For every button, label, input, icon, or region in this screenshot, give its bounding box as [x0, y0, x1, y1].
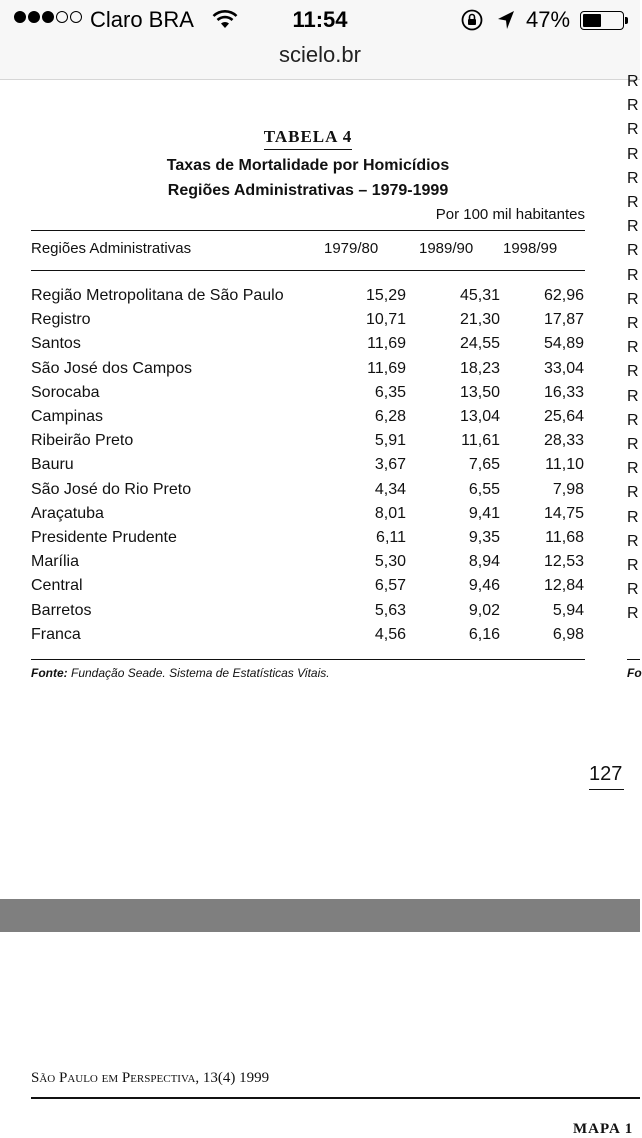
value-1989: 9,02 [468, 601, 500, 619]
value-1979: 11,69 [367, 359, 406, 377]
value-1979: 6,28 [374, 408, 406, 425]
value-1998: 33,04 [543, 359, 584, 377]
next-section-label: MAPA 1 [573, 1121, 634, 1137]
cut-off-glyph: R [627, 436, 639, 453]
cut-off-glyph: R [627, 484, 639, 502]
region-name: São José dos Campos [31, 359, 192, 377]
table-label: TABELA 4 [31, 127, 585, 147]
value-1989: 45,31 [459, 287, 500, 304]
value-1979: 3,67 [374, 456, 406, 474]
status-bar [0, 0, 640, 40]
value-1979: 8,01 [374, 504, 406, 522]
cut-off-glyph: R [627, 290, 639, 308]
value-1998: 25,64 [543, 408, 584, 425]
region-name: Barretos [31, 601, 92, 619]
value-1979: 15,29 [365, 287, 406, 304]
value-1998: 62,96 [543, 287, 584, 304]
cut-off-glyph: R [627, 121, 639, 139]
region-name: Bauru [31, 456, 74, 474]
table-row [31, 311, 585, 335]
cut-off-glyph: R [627, 363, 639, 381]
value-1989: 6,16 [468, 625, 500, 643]
value-1998: 17,87 [543, 311, 584, 329]
cut-off-glyph: R [627, 605, 639, 623]
cut-off-footer: Fo [627, 666, 642, 680]
value-1998: 6,98 [552, 625, 584, 643]
region-name: Registro [31, 311, 91, 329]
region-name: Santos [31, 335, 81, 353]
value-1989: 9,46 [468, 577, 500, 595]
value-1998: 12,84 [543, 577, 584, 595]
journal-citation: São Paulo em Perspectiva, 13(4) 1999 [31, 1070, 270, 1086]
browser-top-bar [0, 0, 640, 80]
cut-off-glyph: R [627, 73, 639, 90]
table-row [31, 408, 585, 432]
value-1989: 13,50 [459, 383, 500, 401]
location-arrow-icon [496, 9, 516, 37]
value-1989: 6,55 [468, 480, 500, 498]
region-name: Central [31, 577, 83, 595]
cut-off-glyph: R [627, 97, 639, 115]
table-top-rule [31, 230, 585, 231]
cut-off-glyph: R [627, 460, 639, 478]
table-subtitle: Regiões Administrativas – 1979-1999 [167, 182, 449, 199]
page-separator [0, 899, 640, 932]
value-1998: 11,68 [545, 529, 584, 546]
cut-off-glyph: R [627, 145, 639, 163]
table-row [31, 602, 585, 626]
value-1989: 24,55 [459, 335, 500, 353]
region-name: Campinas [31, 408, 104, 425]
table-units: Por 100 mil habitantes [435, 206, 585, 223]
cut-off-glyph: R [627, 508, 639, 526]
table-row [31, 481, 585, 505]
value-1998: 11,10 [545, 456, 584, 474]
value-1989: 13,04 [459, 408, 500, 425]
region-name: Sorocaba [31, 383, 100, 401]
battery-icon [580, 11, 624, 30]
cut-off-glyph: R [627, 266, 639, 284]
value-1998: 5,94 [552, 601, 584, 619]
value-1989: 11,61 [461, 432, 500, 450]
value-1979: 4,34 [374, 480, 406, 498]
value-1998: 54,89 [543, 335, 584, 353]
table-header-rule [31, 270, 585, 271]
table-row [31, 626, 585, 650]
value-1998: 12,53 [543, 553, 584, 571]
table-row [31, 384, 585, 408]
value-1979: 6,57 [374, 577, 406, 595]
header-1998: 1998/99 [503, 240, 558, 257]
value-1989: 9,41 [468, 504, 500, 522]
table-row [31, 335, 585, 359]
cut-off-glyph: R [627, 194, 639, 211]
value-1979: 5,30 [374, 553, 406, 571]
cut-off-glyph: R [627, 242, 639, 260]
value-1989: 8,94 [468, 553, 500, 571]
value-1989: 9,35 [468, 529, 500, 546]
cut-off-glyph: R [627, 581, 639, 599]
region-name: São José do Rio Preto [31, 480, 192, 498]
value-1979: 5,63 [374, 601, 406, 619]
cut-off-glyph: R [627, 532, 639, 550]
cut-off-glyph: R [627, 339, 639, 357]
page-number: 127 [589, 763, 623, 785]
table-row [31, 432, 585, 456]
region-name: Região Metropolitana de São Paulo [31, 287, 284, 304]
table-row [31, 577, 585, 601]
value-1979: 6,11 [376, 529, 406, 546]
table-source: Fonte: Fundação Seade. Sistema de Estatísticas Vitais. [31, 666, 330, 680]
footer-rule [31, 1097, 640, 1099]
url-address[interactable]: scielo.br [279, 42, 361, 67]
table-row [31, 553, 585, 577]
header-regions: Regiões Administrativas [31, 240, 192, 257]
region-name: Marília [31, 553, 80, 571]
table-row [31, 505, 585, 529]
value-1989: 18,23 [459, 359, 500, 377]
clock: 11:54 [292, 7, 348, 32]
value-1998: 16,33 [543, 383, 584, 401]
header-1979: 1979/80 [324, 240, 379, 257]
header-1989: 1989/90 [419, 240, 474, 257]
value-1979: 11,69 [367, 335, 406, 353]
value-1979: 4,56 [374, 625, 406, 643]
cut-off-rule [627, 659, 640, 660]
cut-off-glyph: R [627, 169, 639, 187]
cut-off-glyph: R [627, 315, 639, 332]
table-row [31, 287, 585, 311]
value-1979: 6,35 [374, 383, 406, 401]
table-row [31, 529, 585, 553]
table-bottom-rule [31, 659, 585, 660]
region-name: Franca [31, 625, 81, 643]
carrier-name: Claro BRA [90, 7, 194, 32]
rotation-lock-icon [460, 9, 484, 37]
value-1989: 21,30 [459, 311, 500, 329]
value-1998: 14,75 [543, 504, 584, 522]
value-1989: 7,65 [468, 456, 500, 474]
table-title: Taxas de Mortalidade por Homicídios [166, 157, 450, 174]
cut-off-glyph: R [627, 557, 639, 574]
battery-percentage: 47% [526, 7, 571, 32]
value-1998: 28,33 [543, 432, 584, 450]
region-name: Presidente Prudente [31, 529, 177, 546]
value-1979: 5,91 [374, 432, 406, 450]
cut-off-glyph: R [627, 218, 639, 236]
table-row [31, 456, 585, 480]
region-name: Araçatuba [31, 504, 104, 522]
table-row [31, 360, 585, 384]
cut-off-glyph: R [627, 411, 639, 429]
value-1998: 7,98 [552, 480, 584, 498]
cut-off-glyph: R [627, 387, 639, 405]
value-1979: 10,71 [365, 311, 406, 329]
page-number-underline [589, 789, 624, 790]
region-name: Ribeirão Preto [31, 432, 134, 450]
